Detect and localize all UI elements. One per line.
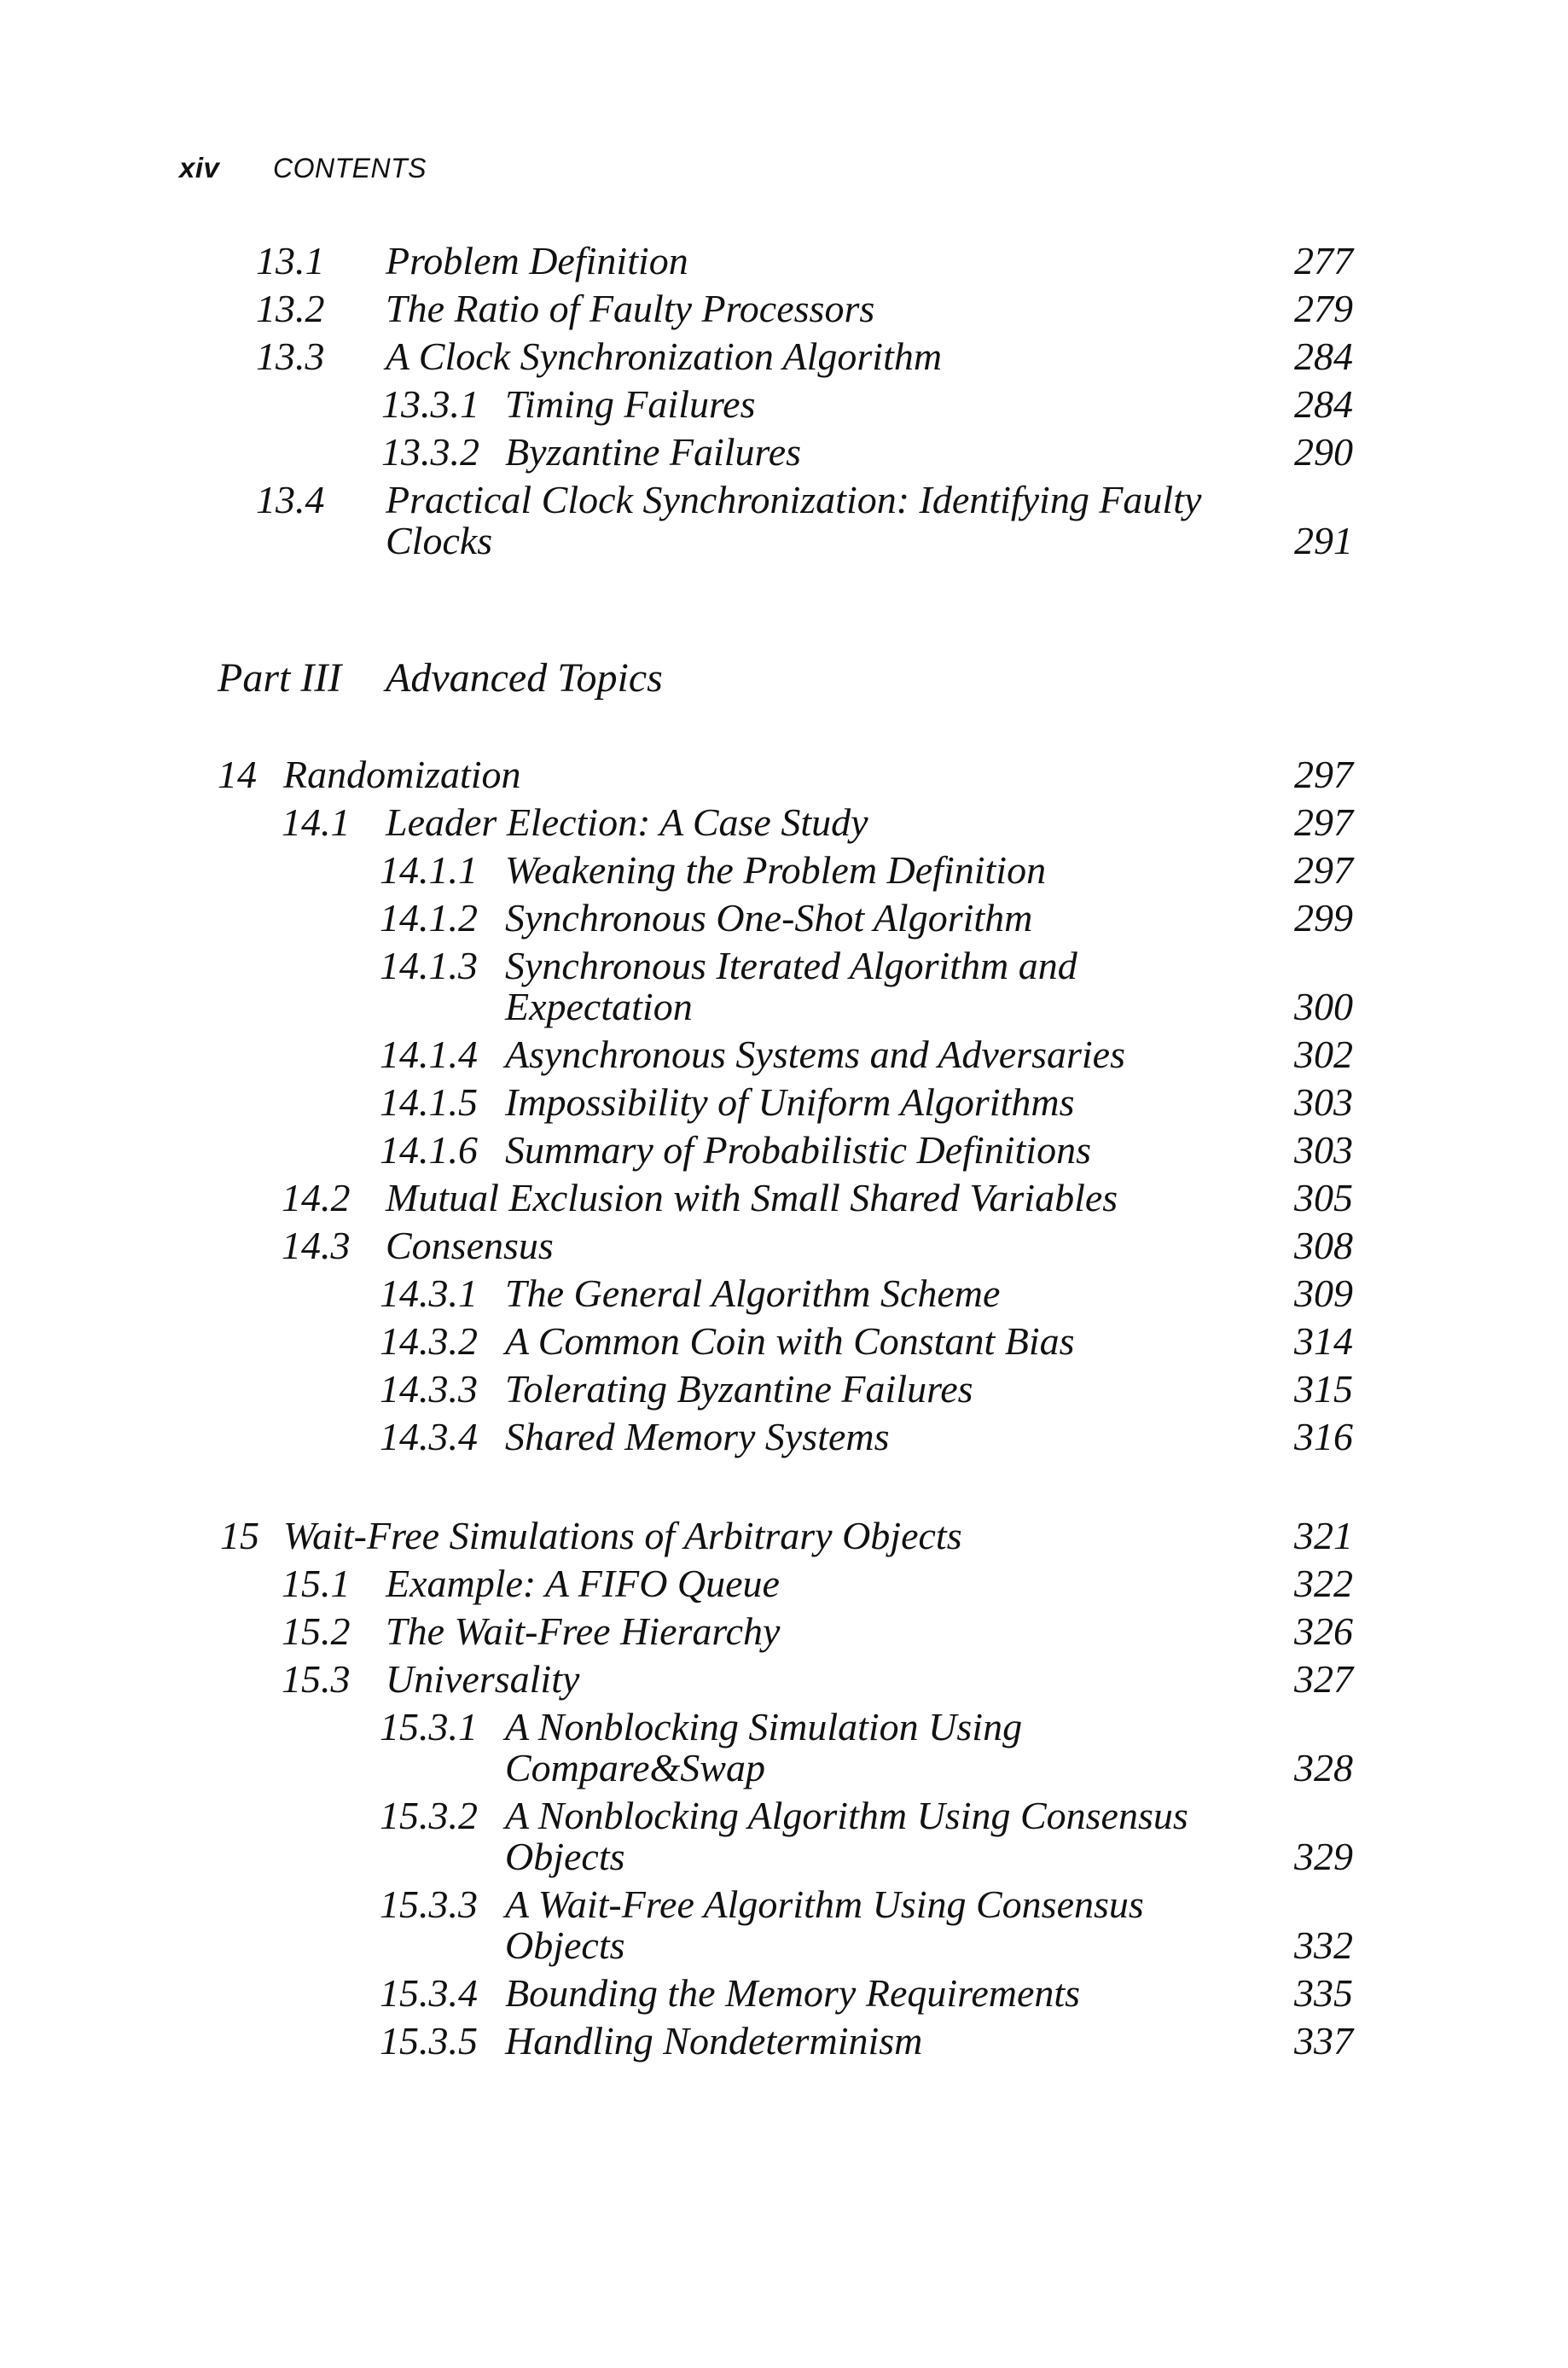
toc-subsection-title-continuation[interactable]: Expectation bbox=[505, 985, 693, 1028]
toc-subsection-title[interactable]: Timing Failures bbox=[505, 382, 756, 426]
toc-page-number: 322 bbox=[1294, 1562, 1353, 1605]
toc-section-number: 13.1 bbox=[256, 239, 325, 282]
toc-section-title[interactable]: A Clock Synchronization Algorithm bbox=[386, 335, 943, 378]
toc-section-number: 15.1 bbox=[282, 1562, 351, 1605]
toc-subsection-number: 14.1.6 bbox=[380, 1128, 478, 1172]
toc-page-number: 335 bbox=[1294, 1971, 1353, 2015]
toc-subsection-number: 15.3.1 bbox=[380, 1705, 478, 1748]
toc-subsection-number: 14.3.3 bbox=[380, 1367, 478, 1411]
toc-subsection-title[interactable]: Impossibility of Uniform Algorithms bbox=[505, 1080, 1075, 1124]
toc-page-number: 303 bbox=[1294, 1128, 1353, 1172]
toc-page-number: 321 bbox=[1294, 1514, 1353, 1557]
toc-page-number: 297 bbox=[1294, 753, 1353, 796]
toc-page-number: 316 bbox=[1294, 1415, 1353, 1458]
toc-subsection-number: 15.3.3 bbox=[380, 1882, 478, 1926]
toc-section-number: 14.3 bbox=[282, 1224, 351, 1267]
toc-subsection-title[interactable]: Handling Nondeterminism bbox=[505, 2019, 923, 2063]
toc-section-number: 14.1 bbox=[282, 800, 351, 844]
toc-page-number: 337 bbox=[1294, 2019, 1353, 2063]
toc-section-title[interactable]: Universality bbox=[386, 1657, 580, 1701]
toc-page-number: 279 bbox=[1294, 287, 1353, 330]
toc-page-number: 326 bbox=[1294, 1609, 1353, 1653]
toc-subsection-number: 15.3.5 bbox=[380, 2019, 478, 2063]
toc-subsection-number: 14.3.1 bbox=[380, 1271, 478, 1315]
toc-page-number: 315 bbox=[1294, 1367, 1353, 1411]
toc-page-number: 332 bbox=[1294, 1923, 1353, 1967]
toc-page-number: 327 bbox=[1294, 1657, 1353, 1701]
toc-subsection-number: 15.3.4 bbox=[380, 1971, 478, 2015]
toc-section-title[interactable]: Consensus bbox=[386, 1224, 554, 1267]
toc-subsection-number: 14.1.2 bbox=[380, 896, 478, 940]
toc-subsection-number: 15.3.2 bbox=[380, 1794, 478, 1837]
toc-subsection-title[interactable]: A Nonblocking Algorithm Using Consensus bbox=[505, 1794, 1188, 1837]
toc-subsection-number: 14.1.5 bbox=[380, 1080, 478, 1124]
toc-subsection-title[interactable]: Synchronous Iterated Algorithm and bbox=[505, 944, 1077, 987]
part-title[interactable]: Advanced Topics bbox=[386, 655, 663, 701]
toc-chapter-title[interactable]: Randomization bbox=[283, 753, 521, 796]
toc-subsection-title[interactable]: Shared Memory Systems bbox=[505, 1415, 890, 1458]
toc-page-number: 297 bbox=[1294, 848, 1353, 892]
header-page-number: xiv bbox=[179, 152, 220, 183]
toc-page-number: 329 bbox=[1294, 1835, 1353, 1878]
toc-subsection-number: 13.3.2 bbox=[381, 430, 479, 474]
toc-section-title[interactable]: Practical Clock Synchronization: Identifying Faulty bbox=[386, 478, 1202, 521]
toc-page-number: 297 bbox=[1294, 800, 1353, 844]
toc-subsection-title[interactable]: A Wait-Free Algorithm Using Consensus bbox=[505, 1882, 1144, 1926]
toc-subsection-number: 14.1.1 bbox=[380, 848, 478, 892]
toc-section-title[interactable]: Problem Definition bbox=[386, 239, 688, 282]
toc-subsection-title[interactable]: Summary of Probabilistic Definitions bbox=[505, 1128, 1091, 1172]
toc-section-title[interactable]: Example: A FIFO Queue bbox=[386, 1562, 780, 1605]
toc-page-number: 291 bbox=[1294, 519, 1353, 562]
toc-section-title[interactable]: Leader Election: A Case Study bbox=[386, 800, 868, 844]
toc-section-title[interactable]: The Ratio of Faulty Processors bbox=[386, 287, 875, 330]
toc-page-number: 303 bbox=[1294, 1080, 1353, 1124]
toc-page-number: 290 bbox=[1294, 430, 1353, 474]
toc-page-number: 302 bbox=[1294, 1033, 1353, 1076]
toc-subsection-title[interactable]: Synchronous One-Shot Algorithm bbox=[505, 896, 1033, 940]
header-running-title: CONTENTS bbox=[273, 153, 427, 183]
toc-section-number: 15.2 bbox=[282, 1609, 351, 1653]
toc-subsection-number: 14.1.3 bbox=[380, 944, 478, 987]
toc-subsection-title[interactable]: Tolerating Byzantine Failures bbox=[505, 1367, 973, 1411]
toc-page-number: 277 bbox=[1294, 239, 1353, 282]
toc-section-number: 15.3 bbox=[282, 1657, 351, 1701]
toc-subsection-title-continuation[interactable]: Compare&Swap bbox=[505, 1746, 765, 1789]
toc-subsection-number: 14.3.4 bbox=[380, 1415, 478, 1458]
toc-section-title[interactable]: Mutual Exclusion with Small Shared Variables bbox=[386, 1176, 1118, 1219]
toc-subsection-title-continuation[interactable]: Objects bbox=[505, 1923, 625, 1967]
toc-page-number: 284 bbox=[1294, 335, 1353, 378]
toc-section-number: 13.4 bbox=[256, 478, 325, 521]
toc-section-number: 13.2 bbox=[256, 287, 325, 330]
toc-subsection-title[interactable]: The General Algorithm Scheme bbox=[505, 1271, 1001, 1315]
toc-chapter-number: 14 bbox=[218, 753, 257, 796]
toc-subsection-title-continuation[interactable]: Objects bbox=[505, 1835, 625, 1878]
part-label: Part III bbox=[218, 655, 342, 701]
toc-section-title-continuation[interactable]: Clocks bbox=[386, 519, 493, 562]
toc-subsection-number: 13.3.1 bbox=[381, 382, 479, 426]
toc-page-number: 309 bbox=[1294, 1271, 1353, 1315]
toc-subsection-title[interactable]: Byzantine Failures bbox=[505, 430, 802, 474]
toc-chapter-title[interactable]: Wait-Free Simulations of Arbitrary Objects bbox=[283, 1514, 962, 1557]
toc-subsection-title[interactable]: Weakening the Problem Definition bbox=[505, 848, 1047, 892]
toc-page-number: 328 bbox=[1294, 1746, 1353, 1789]
toc-subsection-title[interactable]: A Nonblocking Simulation Using bbox=[505, 1705, 1023, 1748]
toc-page-number: 305 bbox=[1294, 1176, 1353, 1219]
toc-section-number: 14.2 bbox=[282, 1176, 351, 1219]
toc-subsection-number: 14.1.4 bbox=[380, 1033, 478, 1076]
toc-subsection-title[interactable]: A Common Coin with Constant Bias bbox=[505, 1319, 1075, 1363]
toc-subsection-number: 14.3.2 bbox=[380, 1319, 478, 1363]
toc-subsection-title[interactable]: Bounding the Memory Requirements bbox=[505, 1971, 1081, 2015]
toc-page-number: 284 bbox=[1294, 382, 1353, 426]
toc-section-number: 13.3 bbox=[256, 335, 325, 378]
toc-page-number: 300 bbox=[1294, 985, 1353, 1028]
toc-chapter-number: 15 bbox=[220, 1514, 259, 1557]
toc-page-number: 308 bbox=[1294, 1224, 1353, 1267]
toc-page-number: 299 bbox=[1294, 896, 1353, 940]
toc-page-number: 314 bbox=[1294, 1319, 1353, 1363]
toc-section-title[interactable]: The Wait-Free Hierarchy bbox=[386, 1609, 781, 1653]
toc-subsection-title[interactable]: Asynchronous Systems and Adversaries bbox=[505, 1033, 1125, 1076]
